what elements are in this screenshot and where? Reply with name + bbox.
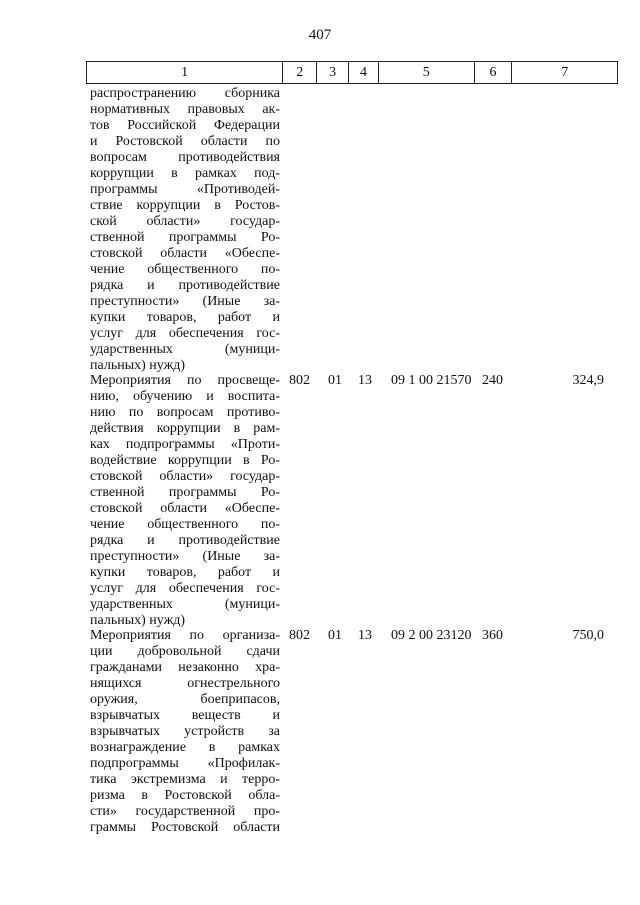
text-line: пальных) нужд) xyxy=(90,358,186,373)
cell-subsection-code: 13 xyxy=(358,628,372,643)
text-line: вознаграждение в рамках xyxy=(90,740,280,755)
cell-amount: 750,0 xyxy=(572,628,604,643)
text-line: рядка и противодействие xyxy=(90,533,280,548)
text-line: преступности» (Иные за- xyxy=(90,549,280,564)
header-col-4: 4 xyxy=(348,62,378,83)
text-line: действия коррупции в рам- xyxy=(90,421,280,436)
text-line: стовской области «Обеспе- xyxy=(90,246,280,261)
table-header xyxy=(86,61,618,84)
header-col-3: 3 xyxy=(316,62,348,83)
text-line: оружия, боеприпасов, xyxy=(90,692,280,707)
text-line: ках подпрограммы «Проти- xyxy=(90,437,280,452)
text-line: граммы Ростовской области xyxy=(90,820,280,835)
text-line: распространению сборника xyxy=(90,86,280,101)
text-line: водействие коррупции в Ро- xyxy=(90,453,280,468)
cell-target-code: 09 2 00 23120 xyxy=(391,628,472,643)
text-line: ской области» государ- xyxy=(90,214,280,229)
text-line: ственной программы Ро- xyxy=(90,485,280,500)
text-line: пальных) нужд) xyxy=(90,613,186,628)
text-line: программы «Противодей- xyxy=(90,182,280,197)
cell-ministry-code: 802 xyxy=(289,628,310,643)
text-line: рядка и противодействие xyxy=(90,278,280,293)
text-line: подпрограммы «Профилак- xyxy=(90,756,280,771)
text-line: и Ростовской области по xyxy=(90,134,280,149)
text-line: Мероприятия по организа- xyxy=(90,628,280,643)
text-line: нормативных правовых ак- xyxy=(90,102,280,117)
text-line: услуг для обеспечения гос- xyxy=(90,326,280,341)
text-line: ризма в Ростовской обла- xyxy=(90,788,280,803)
text-line: услуг для обеспечения гос- xyxy=(90,581,280,596)
text-line: купки товаров, работ и xyxy=(90,565,280,580)
row-description xyxy=(90,628,280,836)
text-line: Мероприятия по просвеще- xyxy=(90,373,280,388)
cell-amount: 324,9 xyxy=(572,373,604,388)
text-line: стовской области» государ- xyxy=(90,469,280,484)
text-line: ствие коррупции в Ростов- xyxy=(90,198,280,213)
header-col-7: 7 xyxy=(511,62,617,83)
cell-section-code: 01 xyxy=(328,628,342,643)
row-description xyxy=(90,373,280,629)
row-description xyxy=(90,86,280,374)
text-line: ции добровольной сдачи xyxy=(90,644,280,659)
text-line: взрывчатых устройств за xyxy=(90,724,280,739)
header-col-5: 5 xyxy=(378,62,474,83)
text-line: вопросам противодействия xyxy=(90,150,280,165)
cell-subsection-code: 13 xyxy=(358,373,372,388)
text-line: ударственных (муници- xyxy=(90,597,280,612)
text-line: нящихся огнестрельного xyxy=(90,676,280,691)
header-col-6: 6 xyxy=(474,62,512,83)
text-line: купки товаров, работ и xyxy=(90,310,280,325)
text-line: сти» государственной про- xyxy=(90,804,280,819)
text-line: нию, обучению и воспита- xyxy=(90,389,280,404)
text-line: чение общественного по- xyxy=(90,262,280,277)
text-line: ственной программы Ро- xyxy=(90,230,280,245)
text-line: преступности» (Иные за- xyxy=(90,294,280,309)
cell-ministry-code: 802 xyxy=(289,373,310,388)
text-line: ударственных (муници- xyxy=(90,342,280,357)
cell-section-code: 01 xyxy=(328,373,342,388)
text-line: стовской области «Обеспе- xyxy=(90,501,280,516)
cell-target-code: 09 1 00 21570 xyxy=(391,373,472,388)
page-number: 407 xyxy=(308,27,332,43)
text-line: тика экстремизма и терро- xyxy=(90,772,280,787)
text-line: гражданами незаконно хра- xyxy=(90,660,280,675)
text-line: тов Российской Федерации xyxy=(90,118,280,133)
cell-expense-type: 360 xyxy=(482,628,503,643)
header-col-2: 2 xyxy=(282,62,316,83)
text-line: коррупции в рамках под- xyxy=(90,166,280,181)
text-line: взрывчатых веществ и xyxy=(90,708,280,723)
header-col-1: 1 xyxy=(181,65,189,80)
text-line: нию по вопросам противо- xyxy=(90,405,280,420)
cell-expense-type: 240 xyxy=(482,373,503,388)
text-line: чение общественного по- xyxy=(90,517,280,532)
